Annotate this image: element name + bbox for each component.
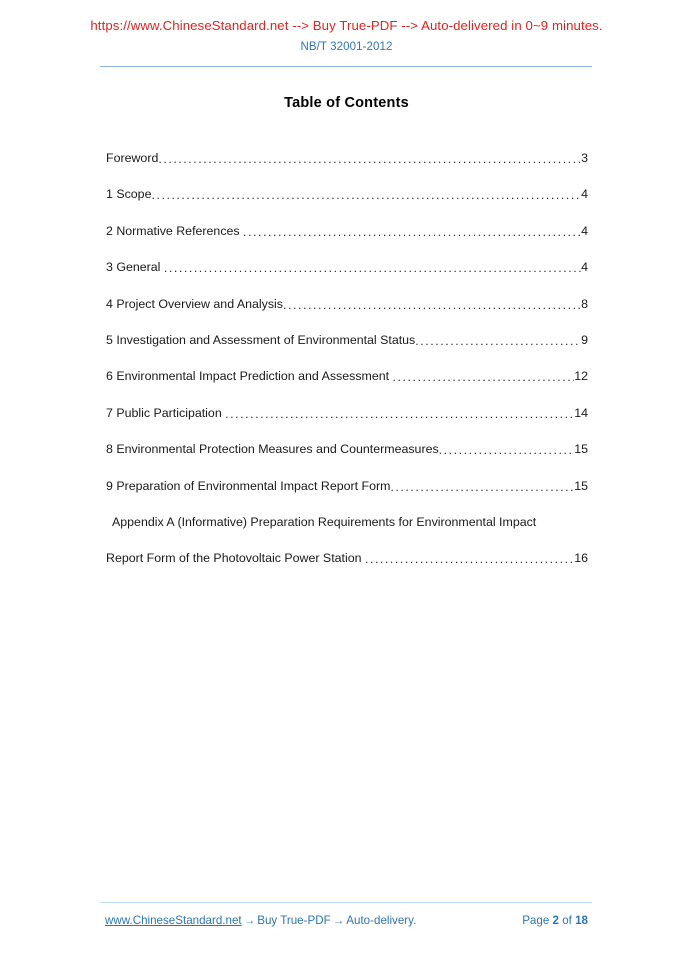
toc-appendix-line-1: Appendix A (Informative) Preparation Requirements for Environmental Impact xyxy=(112,514,537,529)
toc-entry-page: 4 xyxy=(581,187,588,202)
toc-entry-public-participation[interactable] xyxy=(106,405,588,421)
toc-entry-label: Foreword xyxy=(106,151,159,165)
toc-entry-label: 2 Normative References xyxy=(106,223,244,238)
toc-entry-page: 12 xyxy=(574,369,588,384)
current-page-number: 2 xyxy=(552,914,559,927)
toc-leader-dots xyxy=(164,263,581,273)
toc-entry-page: 9 xyxy=(581,332,588,347)
toc-leader-dots xyxy=(158,154,581,164)
toc-entry-page: 15 xyxy=(574,442,588,457)
toc-entry-impact-prediction[interactable] xyxy=(106,368,588,384)
toc-entry-page: 16 xyxy=(574,551,588,566)
toc-leader-dots xyxy=(365,554,574,564)
table-of-contents xyxy=(106,150,588,566)
total-page-count: 18 xyxy=(575,914,588,927)
toc-entry-label: 9 Preparation of Environmental Impact Report Form xyxy=(106,478,391,493)
toc-entry-general[interactable] xyxy=(106,259,588,275)
toc-entry-normative-references[interactable] xyxy=(106,223,588,239)
arrow-right-icon: → xyxy=(243,914,256,927)
footer-divider xyxy=(100,902,592,903)
toc-leader-dots xyxy=(393,372,575,382)
page-footer xyxy=(100,914,592,934)
page-indicator xyxy=(522,914,588,927)
toc-entry-label: 3 General xyxy=(106,260,164,275)
toc-entry-label: 6 Environmental Impact Prediction and Assessment xyxy=(106,369,393,384)
footer-buy-text: Buy True-PDF xyxy=(257,914,331,927)
toc-entry-label: 5 Investigation and Assessment of Environmental Status xyxy=(106,332,416,347)
standard-number: NB/T 32001-2012 xyxy=(300,41,393,53)
toc-appendix-line-2: Report Form of the Photovoltaic Power Station xyxy=(106,551,365,566)
toc-entry-page: 8 xyxy=(581,296,588,311)
toc-leader-dots xyxy=(243,227,581,237)
footer-website-link[interactable]: www.ChineseStandard.net xyxy=(105,914,242,927)
toc-leader-dots xyxy=(415,336,581,346)
toc-entry-project-overview[interactable] xyxy=(106,296,588,312)
toc-entry-protection-measures[interactable] xyxy=(106,441,588,457)
footer-delivery-text: Auto-delivery. xyxy=(346,914,417,927)
toc-entry-page: 4 xyxy=(581,223,588,238)
toc-entry-investigation-assessment[interactable] xyxy=(106,332,588,348)
toc-entry-label: 8 Environmental Protection Measures and Countermeasures xyxy=(106,442,439,457)
toc-entry-page: 3 xyxy=(581,151,588,165)
toc-entry-page: 15 xyxy=(574,478,588,493)
toc-entry-page: 14 xyxy=(574,405,588,420)
of-label: of xyxy=(562,914,572,927)
toc-leader-dots xyxy=(439,445,575,455)
toc-leader-dots xyxy=(151,190,581,200)
toc-leader-dots xyxy=(390,482,574,492)
toc-entry-label: 1 Scope xyxy=(106,187,152,202)
toc-entry-report-form-preparation[interactable] xyxy=(106,478,588,494)
arrow-right-icon: → xyxy=(332,914,345,927)
page-title: Table of Contents xyxy=(284,95,409,111)
toc-entry-scope[interactable] xyxy=(106,186,588,202)
toc-leader-dots xyxy=(225,409,574,419)
promo-header-text: https://www.ChineseStandard.net --> Buy True-PDF --> Auto-delivered in 0~9 minutes. xyxy=(90,18,603,33)
header-divider xyxy=(100,66,592,67)
toc-entry-appendix-a[interactable] xyxy=(106,514,588,566)
page-label: Page xyxy=(522,914,550,927)
toc-entry-label: 4 Project Overview and Analysis xyxy=(106,296,283,311)
toc-entry-page: 4 xyxy=(581,260,588,275)
toc-leader-dots xyxy=(283,300,581,310)
footer-promo xyxy=(105,914,416,927)
toc-entry-foreword[interactable] xyxy=(106,150,588,166)
toc-entry-label: 7 Public Participation xyxy=(106,405,226,420)
